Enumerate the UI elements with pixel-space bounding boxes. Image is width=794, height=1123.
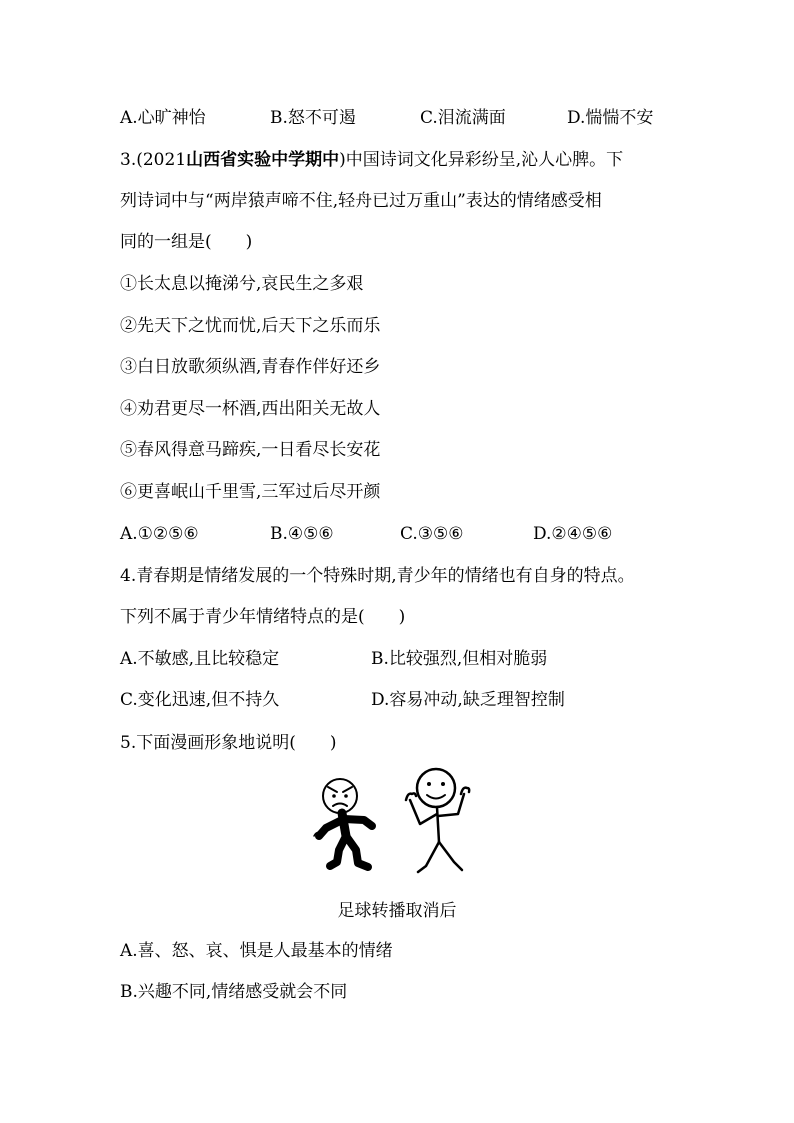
- q2-option-c: C.泪流满面: [420, 108, 506, 128]
- q5-option-b: B.兴趣不同,情绪感受就会不同: [120, 982, 348, 1002]
- q2-option-b: B.怒不可遏: [270, 108, 356, 128]
- q3-source-name: 山西省实验中学期中: [186, 150, 340, 170]
- happy-figure: [406, 769, 469, 872]
- angry-figure: [314, 779, 372, 867]
- q3-option-b: B.④⑤⑥: [270, 524, 334, 544]
- q3-item-5: ⑤春风得意马蹄疾,一日看尽长安花: [120, 440, 381, 460]
- q3-option-c: C.③⑤⑥: [400, 524, 464, 544]
- q4-stem-line-2: 下列不属于青少年情绪特点的是( ): [120, 607, 406, 627]
- q2-option-d: D.惴惴不安: [567, 108, 654, 128]
- q4-option-d: D.容易冲动,缺乏理智控制: [371, 690, 565, 710]
- cartoon-caption: 足球转播取消后: [337, 901, 457, 921]
- angry-face: [323, 779, 357, 813]
- happy-face: [417, 769, 455, 807]
- q3-option-a: A.①②⑤⑥: [120, 524, 199, 544]
- q3-item-2: ②先天下之忧而忧,后天下之乐而乐: [120, 316, 381, 336]
- q3-source-close: ): [339, 150, 346, 170]
- q4-option-a: A.不敏感,且比较稳定: [120, 649, 280, 669]
- q3-source-open: (2021: [136, 150, 187, 170]
- q3-stem-line-1: [120, 148, 623, 172]
- q3-item-1: ①长太息以掩涕兮,哀民生之多艰: [120, 274, 364, 294]
- cartoon-illustration: [306, 766, 488, 884]
- q3-stem-text: 中国诗词文化异彩纷呈,沁人心脾。下: [345, 150, 624, 170]
- q3-item-6: ⑥更喜岷山千里雪,三军过后尽开颜: [120, 482, 381, 502]
- q3-stem-line-3: 同的一组是( ): [120, 232, 253, 252]
- q3-option-d: D.②④⑤⑥: [533, 524, 613, 544]
- q5-stem: 5.下面漫画形象地说明( ): [120, 733, 337, 753]
- q5-option-a: A.喜、怒、哀、惧是人最基本的情绪: [120, 941, 393, 961]
- q4-option-c: C.变化迅速,但不持久: [120, 690, 280, 710]
- q3-stem-line-2: 列诗词中与“两岸猿声啼不住,轻舟已过万重山”表达的情绪感受相: [120, 191, 602, 211]
- q3-item-3: ③白日放歌须纵酒,青春作伴好还乡: [120, 357, 381, 377]
- q3-item-4: ④劝君更尽一杯酒,西出阳关无故人: [120, 399, 381, 419]
- q2-option-a: A.心旷神怡: [120, 108, 206, 128]
- q4-option-b: B.比较强烈,但相对脆弱: [371, 649, 548, 669]
- q4-stem-line-1: 4.青春期是情绪发展的一个特殊时期,青少年的情绪也有自身的特点。: [120, 566, 635, 586]
- q3-number: 3.: [120, 150, 137, 170]
